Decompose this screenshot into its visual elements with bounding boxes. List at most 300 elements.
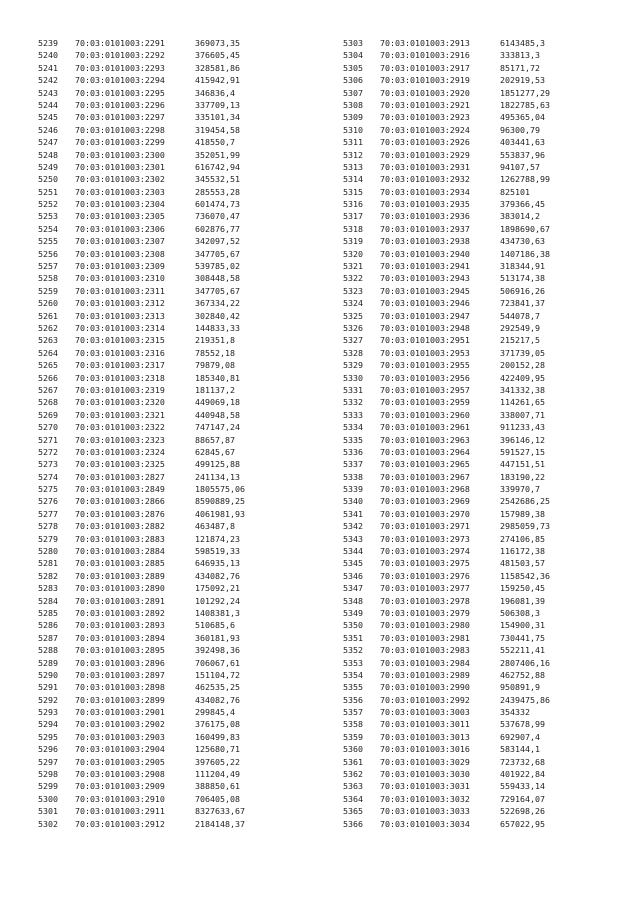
cadastral-number: 70:03:0101003:2899	[75, 694, 165, 705]
cadastral-number: 70:03:0101003:3003	[380, 707, 470, 718]
table-row	[343, 149, 600, 161]
row-number: 5324	[343, 298, 363, 309]
row-value: 598519,33	[195, 546, 240, 557]
table-row	[38, 780, 295, 792]
row-value: 463487,8	[195, 521, 235, 532]
row-value: 434082,76	[195, 694, 240, 705]
cadastral-number: 70:03:0101003:3033	[380, 806, 470, 817]
cadastral-number: 70:03:0101003:2935	[380, 199, 470, 210]
cadastral-number: 70:03:0101003:2320	[75, 397, 165, 408]
table-row	[343, 533, 600, 545]
cadastral-number: 70:03:0101003:2904	[75, 744, 165, 755]
row-number: 5329	[343, 360, 363, 371]
row-value: 730441,75	[500, 632, 545, 643]
cadastral-number: 70:03:0101003:2905	[75, 756, 165, 767]
table-row	[343, 570, 600, 582]
row-value: 285553,28	[195, 186, 240, 197]
table-row	[38, 99, 295, 111]
row-value: 616742,94	[195, 161, 240, 172]
row-number: 5288	[38, 645, 58, 656]
row-value: 338007,71	[500, 409, 545, 420]
row-value: 219351,8	[195, 335, 235, 346]
cadastral-number: 70:03:0101003:2981	[380, 632, 470, 643]
table-row	[38, 372, 295, 384]
table-row	[38, 595, 295, 607]
cadastral-number: 70:03:0101003:2989	[380, 669, 470, 680]
cadastral-number: 70:03:0101003:2316	[75, 347, 165, 358]
row-value: 376605,45	[195, 50, 240, 61]
row-value: 462752,88	[500, 669, 545, 680]
row-value: 736070,47	[195, 211, 240, 222]
cadastral-number: 70:03:0101003:2325	[75, 459, 165, 470]
table-row	[38, 458, 295, 470]
table-row	[343, 384, 600, 396]
cadastral-number: 70:03:0101003:2913	[380, 38, 470, 48]
row-number: 5343	[343, 533, 363, 544]
row-value: 379366,45	[500, 199, 545, 210]
row-value: 499125,88	[195, 459, 240, 470]
table-row	[343, 62, 600, 74]
row-value: 583144,1	[500, 744, 540, 755]
table-row	[343, 780, 600, 792]
table-row	[343, 520, 600, 532]
table-row	[343, 99, 600, 111]
row-number: 5254	[38, 223, 58, 234]
table-row	[343, 607, 600, 619]
row-number: 5348	[343, 595, 363, 606]
row-value: 2807406,16	[500, 657, 550, 668]
table-row	[38, 607, 295, 619]
cadastral-number: 70:03:0101003:3016	[380, 744, 470, 755]
table-row	[343, 557, 600, 569]
cadastral-number: 70:03:0101003:2313	[75, 310, 165, 321]
table-row	[38, 260, 295, 272]
row-value: 723841,37	[500, 298, 545, 309]
row-value: 506308,3	[500, 607, 540, 618]
table-row	[343, 681, 600, 693]
cadastral-number: 70:03:0101003:2311	[75, 285, 165, 296]
row-value: 215217,5	[500, 335, 540, 346]
table-row	[343, 210, 600, 222]
row-value: 396146,12	[500, 434, 545, 445]
cadastral-number: 70:03:0101003:2934	[380, 186, 470, 197]
table-row	[38, 186, 295, 198]
row-number: 5241	[38, 62, 58, 73]
row-value: 706067,61	[195, 657, 240, 668]
row-value: 401922,84	[500, 769, 545, 780]
table-row	[343, 669, 600, 681]
cadastral-number: 70:03:0101003:2938	[380, 236, 470, 247]
cadastral-number: 70:03:0101003:2901	[75, 707, 165, 718]
row-number: 5256	[38, 248, 58, 259]
table-row	[343, 310, 600, 322]
table-row	[343, 334, 600, 346]
row-number: 5302	[38, 818, 58, 829]
cadastral-number: 70:03:0101003:2980	[380, 620, 470, 631]
cadastral-number: 70:03:0101003:2306	[75, 223, 165, 234]
row-value: 383014,2	[500, 211, 540, 222]
row-value: 1805575,06	[195, 484, 245, 495]
row-value: 2985059,73	[500, 521, 550, 532]
table-row	[343, 285, 600, 297]
table-row	[343, 396, 600, 408]
cadastral-number: 70:03:0101003:2902	[75, 719, 165, 730]
row-value: 94107,57	[500, 161, 540, 172]
row-number: 5344	[343, 546, 363, 557]
cadastral-number: 70:03:0101003:2909	[75, 781, 165, 792]
row-number: 5352	[343, 645, 363, 656]
cadastral-number: 70:03:0101003:2317	[75, 360, 165, 371]
table-row	[343, 657, 600, 669]
row-value: 181137,2	[195, 384, 235, 395]
row-number: 5321	[343, 261, 363, 272]
cadastral-number: 70:03:0101003:2303	[75, 186, 165, 197]
row-number: 5248	[38, 149, 58, 160]
cadastral-number: 70:03:0101003:2895	[75, 645, 165, 656]
cadastral-number: 70:03:0101003:2955	[380, 360, 470, 371]
table-row	[38, 235, 295, 247]
row-value: 200152,28	[500, 360, 545, 371]
row-number: 5283	[38, 583, 58, 594]
cadastral-number: 70:03:0101003:2292	[75, 50, 165, 61]
row-value: 1822785,63	[500, 99, 550, 110]
row-value: 4061981,93	[195, 508, 245, 519]
table-row	[38, 508, 295, 520]
row-number: 5317	[343, 211, 363, 222]
row-number: 5298	[38, 769, 58, 780]
table-row	[38, 582, 295, 594]
row-value: 1851277,29	[500, 87, 550, 98]
row-value: 333813,3	[500, 50, 540, 61]
table-row	[343, 161, 600, 173]
row-number: 5261	[38, 310, 58, 321]
cadastral-number: 70:03:0101003:2968	[380, 484, 470, 495]
row-value: 602876,77	[195, 223, 240, 234]
row-value: 657022,95	[500, 818, 545, 829]
table-row	[343, 582, 600, 594]
row-number: 5279	[38, 533, 58, 544]
row-value: 1262788,99	[500, 174, 550, 185]
row-number: 5322	[343, 273, 363, 284]
row-value: 537678,99	[500, 719, 545, 730]
cadastral-number: 70:03:0101003:2892	[75, 607, 165, 618]
row-value: 434082,76	[195, 570, 240, 581]
table-row	[38, 173, 295, 185]
row-number: 5360	[343, 744, 363, 755]
row-number: 5296	[38, 744, 58, 755]
cadastral-number: 70:03:0101003:2917	[380, 62, 470, 73]
cadastral-number: 70:03:0101003:2312	[75, 298, 165, 309]
row-value: 292549,9	[500, 322, 540, 333]
cadastral-number: 70:03:0101003:2947	[380, 310, 470, 321]
cadastral-number: 70:03:0101003:3011	[380, 719, 470, 730]
table-row	[343, 124, 600, 136]
row-number: 5330	[343, 372, 363, 383]
row-value: 347705,67	[195, 248, 240, 259]
row-number: 5286	[38, 620, 58, 631]
table-row	[343, 545, 600, 557]
row-value: 440948,58	[195, 409, 240, 420]
table-row	[38, 545, 295, 557]
cadastral-number: 70:03:0101003:2977	[380, 583, 470, 594]
row-value: 553837,96	[500, 149, 545, 160]
table-row	[38, 124, 295, 136]
row-value: 337709,13	[195, 99, 240, 110]
row-value: 78552,18	[195, 347, 235, 358]
cadastral-number: 70:03:0101003:2295	[75, 87, 165, 98]
row-value: 706405,08	[195, 793, 240, 804]
row-number: 5277	[38, 508, 58, 519]
table-row	[38, 198, 295, 210]
cadastral-number: 70:03:0101003:2936	[380, 211, 470, 222]
row-value: 1408381,3	[195, 607, 240, 618]
row-value: 339970,7	[500, 484, 540, 495]
table-row	[38, 359, 295, 371]
row-value: 692907,4	[500, 731, 540, 742]
table-row	[38, 223, 295, 235]
table-row	[343, 297, 600, 309]
row-number: 5239	[38, 38, 58, 48]
row-number: 5334	[343, 422, 363, 433]
row-value: 345532,51	[195, 174, 240, 185]
row-number: 5301	[38, 806, 58, 817]
cadastral-number: 70:03:0101003:2898	[75, 682, 165, 693]
cadastral-number: 70:03:0101003:2885	[75, 558, 165, 569]
cadastral-number: 70:03:0101003:2318	[75, 372, 165, 383]
row-value: 154900,31	[500, 620, 545, 631]
table-row	[38, 272, 295, 284]
row-number: 5271	[38, 434, 58, 445]
table-row	[343, 49, 600, 61]
table-row	[343, 483, 600, 495]
cadastral-number: 70:03:0101003:2322	[75, 422, 165, 433]
cadastral-number: 70:03:0101003:2319	[75, 384, 165, 395]
cadastral-number: 70:03:0101003:2967	[380, 471, 470, 482]
cadastral-number: 70:03:0101003:2941	[380, 261, 470, 272]
row-value: 202919,53	[500, 75, 545, 86]
row-number: 5326	[343, 322, 363, 333]
cadastral-number: 70:03:0101003:2957	[380, 384, 470, 395]
right-column	[343, 37, 600, 830]
row-value: 1407186,38	[500, 248, 550, 259]
cadastral-number: 70:03:0101003:2923	[380, 112, 470, 123]
row-value: 116172,38	[500, 546, 545, 557]
row-value: 729164,07	[500, 793, 545, 804]
row-number: 5349	[343, 607, 363, 618]
table-row	[38, 285, 295, 297]
row-value: 2542686,25	[500, 496, 550, 507]
row-number: 5358	[343, 719, 363, 730]
row-number: 5328	[343, 347, 363, 358]
table-row	[343, 372, 600, 384]
table-row	[38, 334, 295, 346]
cadastral-number: 70:03:0101003:3032	[380, 793, 470, 804]
row-number: 5269	[38, 409, 58, 420]
row-number: 5312	[343, 149, 363, 160]
row-number: 5253	[38, 211, 58, 222]
table-row	[343, 347, 600, 359]
table-row	[343, 718, 600, 730]
row-number: 5272	[38, 446, 58, 457]
row-number: 5303	[343, 38, 363, 48]
table-row	[343, 471, 600, 483]
cadastral-number: 70:03:0101003:2929	[380, 149, 470, 160]
table-row	[38, 706, 295, 718]
row-number: 5354	[343, 669, 363, 680]
row-value: 347705,67	[195, 285, 240, 296]
row-number: 5255	[38, 236, 58, 247]
cadastral-number: 70:03:0101003:2960	[380, 409, 470, 420]
row-number: 5259	[38, 285, 58, 296]
row-number: 5258	[38, 273, 58, 284]
table-row	[38, 87, 295, 99]
table-row	[343, 359, 600, 371]
table-row	[343, 235, 600, 247]
table-row	[38, 471, 295, 483]
table-row	[38, 384, 295, 396]
row-number: 5362	[343, 769, 363, 780]
row-number: 5244	[38, 99, 58, 110]
row-value: 241134,13	[195, 471, 240, 482]
row-number: 5325	[343, 310, 363, 321]
cadastral-number: 70:03:0101003:2894	[75, 632, 165, 643]
table-row	[343, 805, 600, 817]
row-number: 5290	[38, 669, 58, 680]
cadastral-number: 70:03:0101003:2984	[380, 657, 470, 668]
row-number: 5281	[38, 558, 58, 569]
row-number: 5287	[38, 632, 58, 643]
cadastral-number: 70:03:0101003:2959	[380, 397, 470, 408]
cadastral-number: 70:03:0101003:2910	[75, 793, 165, 804]
row-number: 5327	[343, 335, 363, 346]
table-row	[343, 768, 600, 780]
table-row	[343, 223, 600, 235]
row-value: 495365,04	[500, 112, 545, 123]
cadastral-number: 70:03:0101003:2908	[75, 769, 165, 780]
row-number: 5240	[38, 50, 58, 61]
cadastral-number: 70:03:0101003:2309	[75, 261, 165, 272]
table-row	[38, 805, 295, 817]
cadastral-number: 70:03:0101003:3034	[380, 818, 470, 829]
table-row	[38, 657, 295, 669]
row-value: 144833,33	[195, 322, 240, 333]
cadastral-number: 70:03:0101003:2321	[75, 409, 165, 420]
row-value: 376175,08	[195, 719, 240, 730]
table-row	[38, 322, 295, 334]
row-value: 825101	[500, 186, 530, 197]
row-value: 510685,6	[195, 620, 235, 631]
row-value: 392498,36	[195, 645, 240, 656]
cadastral-number: 70:03:0101003:2291	[75, 38, 165, 48]
row-value: 2184148,37	[195, 818, 245, 829]
row-number: 5355	[343, 682, 363, 693]
table-row	[343, 793, 600, 805]
table-row	[38, 421, 295, 433]
row-number: 5242	[38, 75, 58, 86]
cadastral-number: 70:03:0101003:3030	[380, 769, 470, 780]
row-value: 434730,63	[500, 236, 545, 247]
row-number: 5315	[343, 186, 363, 197]
table-row	[343, 508, 600, 520]
cadastral-number: 70:03:0101003:2297	[75, 112, 165, 123]
row-value: 341332,38	[500, 384, 545, 395]
row-value: 481503,57	[500, 558, 545, 569]
row-number: 5270	[38, 422, 58, 433]
row-value: 506916,26	[500, 285, 545, 296]
table-row	[343, 694, 600, 706]
table-row	[38, 483, 295, 495]
table-row	[343, 87, 600, 99]
cadastral-number: 70:03:0101003:2992	[380, 694, 470, 705]
row-number: 5366	[343, 818, 363, 829]
table-row	[343, 818, 600, 830]
table-row	[38, 557, 295, 569]
row-number: 5297	[38, 756, 58, 767]
row-value: 950891,9	[500, 682, 540, 693]
cadastral-number: 70:03:0101003:3013	[380, 731, 470, 742]
row-value: 79879,08	[195, 360, 235, 371]
row-number: 5249	[38, 161, 58, 172]
row-number: 5292	[38, 694, 58, 705]
row-number: 5331	[343, 384, 363, 395]
cadastral-number: 70:03:0101003:2308	[75, 248, 165, 259]
table-row	[38, 297, 295, 309]
cadastral-number: 70:03:0101003:2302	[75, 174, 165, 185]
row-number: 5365	[343, 806, 363, 817]
table-row	[343, 756, 600, 768]
table-row	[343, 136, 600, 148]
row-value: 360181,93	[195, 632, 240, 643]
row-number: 5314	[343, 174, 363, 185]
cadastral-number: 70:03:0101003:2916	[380, 50, 470, 61]
cadastral-number: 70:03:0101003:2294	[75, 75, 165, 86]
row-number: 5268	[38, 397, 58, 408]
cadastral-number: 70:03:0101003:2896	[75, 657, 165, 668]
row-number: 5278	[38, 521, 58, 532]
row-value: 354332	[500, 707, 530, 718]
cadastral-number: 70:03:0101003:2979	[380, 607, 470, 618]
cadastral-number: 70:03:0101003:2924	[380, 124, 470, 135]
row-number: 5310	[343, 124, 363, 135]
cadastral-number: 70:03:0101003:2849	[75, 484, 165, 495]
row-value: 302840,42	[195, 310, 240, 321]
row-value: 723732,68	[500, 756, 545, 767]
row-value: 328581,86	[195, 62, 240, 73]
table-row	[38, 533, 295, 545]
cadastral-number: 70:03:0101003:2310	[75, 273, 165, 284]
row-number: 5341	[343, 508, 363, 519]
cadastral-number: 70:03:0101003:2296	[75, 99, 165, 110]
row-value: 522698,26	[500, 806, 545, 817]
row-value: 1898690,67	[500, 223, 550, 234]
row-number: 5307	[343, 87, 363, 98]
row-value: 462535,25	[195, 682, 240, 693]
table-row	[38, 49, 295, 61]
cadastral-number: 70:03:0101003:2951	[380, 335, 470, 346]
row-value: 911233,43	[500, 422, 545, 433]
table-row	[38, 248, 295, 260]
row-number: 5338	[343, 471, 363, 482]
table-row	[343, 173, 600, 185]
left-column	[38, 37, 295, 830]
cadastral-number: 70:03:0101003:3031	[380, 781, 470, 792]
row-value: 371739,05	[500, 347, 545, 358]
table-row	[38, 644, 295, 656]
cadastral-number: 70:03:0101003:2964	[380, 446, 470, 457]
table-row	[343, 446, 600, 458]
cadastral-number: 70:03:0101003:2827	[75, 471, 165, 482]
table-row	[38, 347, 295, 359]
